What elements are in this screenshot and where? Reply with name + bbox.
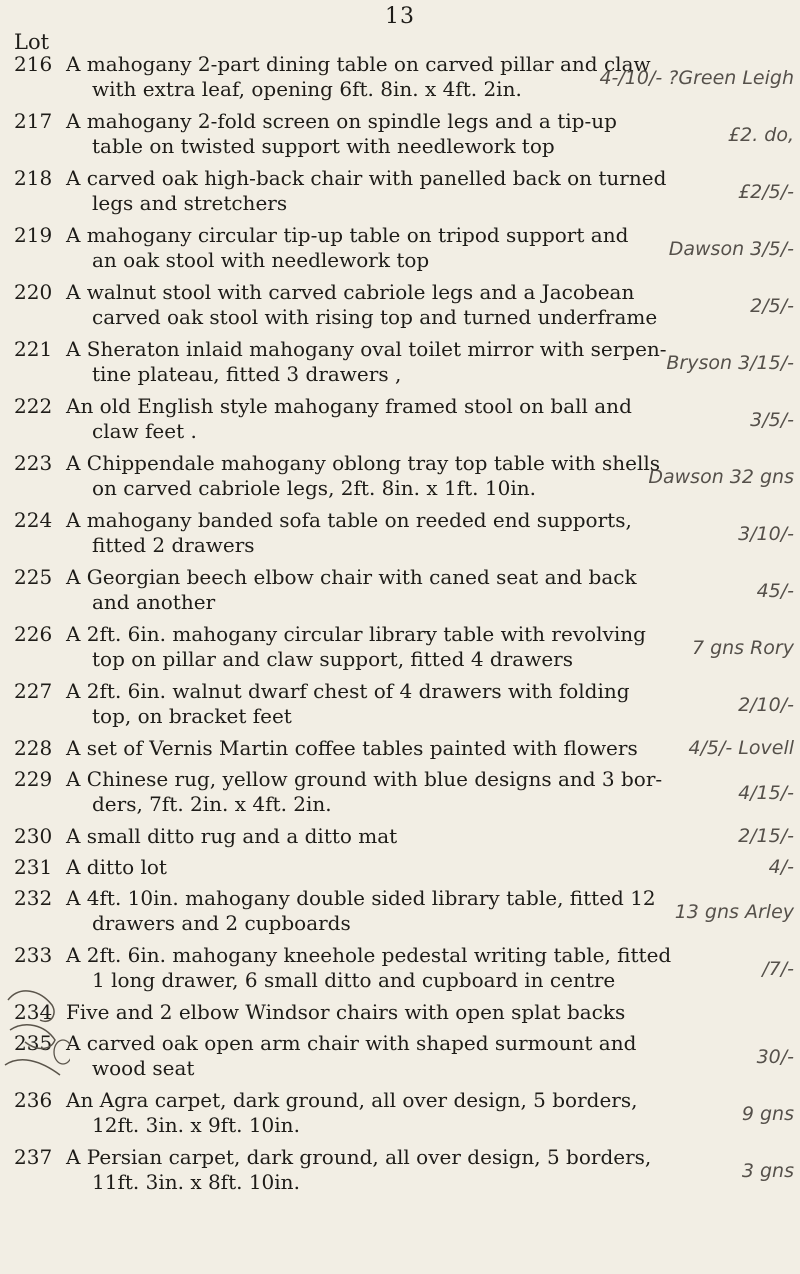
lot-entry [0,736,800,761]
lot-description [66,824,696,849]
lot-entry [0,52,800,102]
lot-description [66,886,696,936]
lot-entry [0,767,800,817]
lot-number: 217 [14,109,53,133]
lot-entry [0,337,800,387]
lot-number: 219 [14,223,53,247]
lot-description [66,1031,696,1081]
lot-description [66,767,696,817]
lot-column-header: Lot [14,30,50,54]
lot-entry [0,565,800,615]
handwritten-price-note: 45/- [756,580,794,602]
lot-description-line: with extra leaf, opening 6ft. 8in. x 4ft. 2in. [92,77,522,101]
lot-description [66,1000,696,1025]
lot-description-line: A 2ft. 6in. walnut dwarf chest of 4 drawers with folding [66,679,630,703]
lot-description [66,451,696,501]
handwritten-price-note: 30/- [756,1046,794,1068]
lot-description-line: 12ft. 3in. x 9ft. 10in. [92,1113,300,1137]
lot-entry [0,166,800,216]
handwritten-price-note: 4-/10/- ?Green Leigh [599,67,794,89]
lot-list [0,52,800,1202]
lot-description-line: A small ditto rug and a ditto mat [66,824,398,848]
lot-description-line: A carved oak high-back chair with panelled back on turned [66,166,667,190]
lot-description-line: carved oak stool with rising top and turned underframe [92,305,658,329]
lot-description-line: drawers and 2 cupboards [92,911,351,935]
lot-entry [0,1088,800,1138]
lot-description-line: A 4ft. 10in. mahogany double sided library table, fitted 12 [66,886,656,910]
lot-entry [0,824,800,849]
lot-description-line: ders, 7ft. 2in. x 4ft. 2in. [92,792,332,816]
lot-description-line: top, on bracket feet [92,704,292,728]
lot-number: 230 [14,824,53,848]
lot-entry [0,855,800,880]
lot-description-line: top on pillar and claw support, fitted 4 drawers [92,647,573,671]
handwritten-price-note: 13 gns Arley [674,901,794,923]
lot-number: 216 [14,52,53,76]
lot-number: 221 [14,337,53,361]
lot-description-line: and another [92,590,216,614]
lot-entry [0,451,800,501]
lot-description-line: A ditto lot [66,855,167,879]
lot-description [66,109,696,159]
lot-entry [0,679,800,729]
handwritten-price-note: 4/15/- [738,782,794,804]
lot-description [66,508,696,558]
handwritten-price-note: 9 gns [741,1103,794,1125]
lot-entry [0,886,800,936]
lot-description-line: legs and stretchers [92,191,288,215]
lot-description-line: A Chippendale mahogany oblong tray top table with shells [66,451,661,475]
lot-description-line: A set of Vernis Martin coffee tables painted with flowers [66,736,638,760]
lot-description [66,565,696,615]
lot-number: 235 [14,1031,53,1055]
lot-description [66,280,696,330]
lot-number: 234 [14,1000,53,1024]
margin-doodle-icon [0,980,70,1090]
handwritten-price-note: £2/5/- [738,181,794,203]
lot-number: 237 [14,1145,53,1169]
handwritten-price-note: 2/5/- [750,295,794,317]
lot-entry [0,1031,800,1081]
lot-description-line: A 2ft. 6in. mahogany kneehole pedestal writing table, fitted [66,943,672,967]
lot-description [66,166,696,216]
lot-description-line: An Agra carpet, dark ground, all over design, 5 borders, [66,1088,638,1112]
lot-description-line: A Sheraton inlaid mahogany oval toilet mirror with serpen- [66,337,667,361]
handwritten-price-note: Bryson 3/15/- [666,352,794,374]
lot-description-line: an oak stool with needlework top [92,248,430,272]
handwritten-price-note: Dawson 32 gns [648,466,794,488]
lot-entry [0,943,800,993]
lot-number: 225 [14,565,53,589]
handwritten-price-note: 7 gns Rory [691,637,794,659]
lot-description [66,679,696,729]
handwritten-price-note: 2/15/- [738,825,794,847]
lot-number: 231 [14,855,53,879]
lot-description-line: tine plateau, fitted 3 drawers , [92,362,402,386]
lot-description-line: A Georgian beech elbow chair with caned seat and back [66,565,637,589]
lot-number: 229 [14,767,53,791]
handwritten-price-note: 2/10/- [738,694,794,716]
lot-description [66,1145,696,1195]
lot-number: 233 [14,943,53,967]
lot-description [66,855,696,880]
lot-description-line: 1 long drawer, 6 small ditto and cupboard in centre [92,968,616,992]
lot-entry [0,394,800,444]
lot-description-line: table on twisted support with needlework top [92,134,555,158]
lot-entry [0,223,800,273]
lot-description [66,337,696,387]
lot-description-line: A carved oak open arm chair with shaped surmount and [66,1031,637,1055]
lot-description-line: A mahogany banded sofa table on reeded end supports, [66,508,632,532]
lot-description [66,943,696,993]
lot-number: 224 [14,508,53,532]
lot-description-line: 11ft. 3in. x 8ft. 10in. [92,1170,300,1194]
lot-entry [0,1000,800,1025]
lot-number: 232 [14,886,53,910]
lot-description-line: A mahogany 2-fold screen on spindle legs and a tip-up [66,109,617,133]
lot-description [66,736,696,761]
lot-entry [0,109,800,159]
handwritten-price-note: £2. do, [728,124,794,146]
handwritten-price-note: /7/- [762,958,794,980]
handwritten-price-note: Dawson 3/5/- [668,238,794,260]
handwritten-price-note: 3/10/- [738,523,794,545]
lot-number: 218 [14,166,53,190]
lot-description-line: A mahogany 2-part dining table on carved pillar and claw [66,52,651,76]
lot-description-line: A Persian carpet, dark ground, all over design, 5 borders, [66,1145,652,1169]
handwritten-price-note: 3 gns [741,1160,794,1182]
lot-number: 223 [14,451,53,475]
lot-description-line: A 2ft. 6in. mahogany circular library table with revolving [66,622,646,646]
lot-entry [0,622,800,672]
lot-description [66,622,696,672]
lot-description-line: A mahogany circular tip-up table on tripod support and [66,223,629,247]
lot-description [66,394,696,444]
lot-entry [0,1145,800,1195]
lot-number: 236 [14,1088,53,1112]
lot-description-line: claw feet . [92,419,197,443]
lot-description-line: fitted 2 drawers [92,533,255,557]
handwritten-price-note: 4/5/- Lovell [688,737,794,759]
lot-entry [0,508,800,558]
lot-number: 220 [14,280,53,304]
lot-description-line: Five and 2 elbow Windsor chairs with open splat backs [66,1000,626,1024]
handwritten-price-note: 4/- [768,856,794,878]
page-number: 13 [385,4,415,29]
lot-description-line: wood seat [92,1056,195,1080]
lot-entry [0,280,800,330]
lot-description-line: A Chinese rug, yellow ground with blue designs and 3 bor- [66,767,663,791]
lot-description [66,223,696,273]
lot-description-line: An old English style mahogany framed stool on ball and [66,394,632,418]
lot-description-line: A walnut stool with carved cabriole legs and a Jacobean [66,280,635,304]
handwritten-price-note: 3/5/- [750,409,794,431]
lot-description [66,1088,696,1138]
lot-number: 222 [14,394,53,418]
lot-number: 228 [14,736,53,760]
lot-number: 226 [14,622,53,646]
lot-description-line: on carved cabriole legs, 2ft. 8in. x 1ft. 10in. [92,476,536,500]
lot-number: 227 [14,679,53,703]
